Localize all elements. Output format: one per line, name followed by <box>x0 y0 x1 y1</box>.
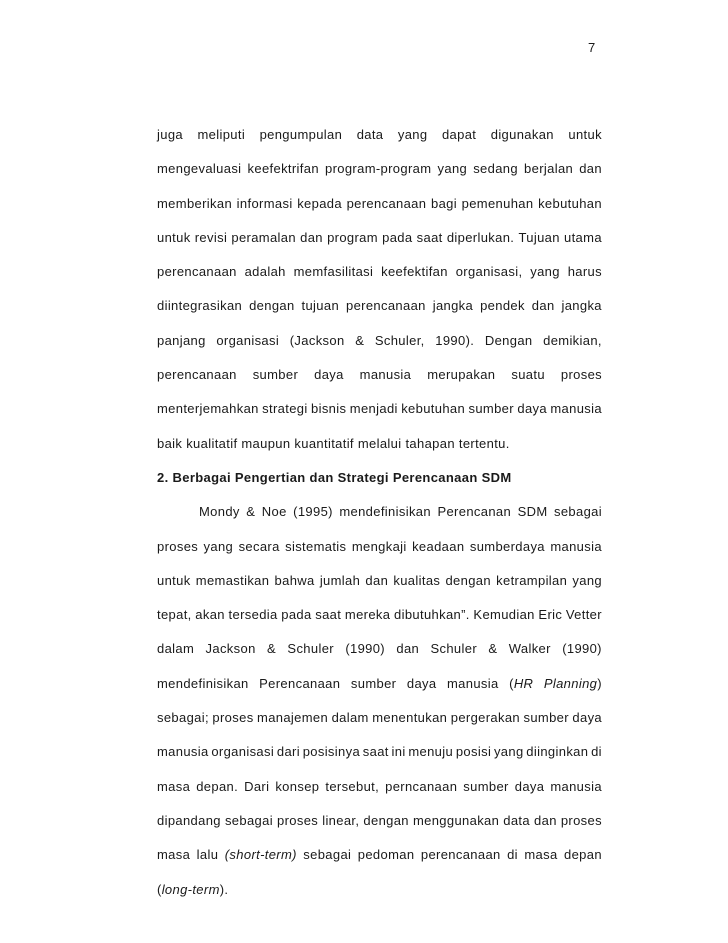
short-term-line <box>157 838 602 872</box>
word: depan. <box>196 778 239 794</box>
word: Dari <box>244 778 270 794</box>
word: bagi <box>430 195 457 211</box>
word: sebagai <box>224 812 273 828</box>
text-line <box>157 221 602 255</box>
word: proses <box>560 367 602 383</box>
word: strategi <box>262 401 308 417</box>
word: revisi <box>194 229 228 245</box>
word: dengan <box>363 812 409 828</box>
word: pedoman <box>357 847 415 863</box>
word: Eric <box>538 607 563 623</box>
word: dan <box>300 229 323 245</box>
word: sistematis <box>285 538 347 554</box>
word: tersedia <box>228 607 278 623</box>
word: demikian, <box>543 332 602 348</box>
word: masa <box>524 847 558 863</box>
text-line <box>157 735 602 769</box>
word: dan <box>579 161 602 177</box>
word: proses <box>157 538 199 554</box>
word: dan <box>534 812 557 828</box>
word: dibutuhkan”. <box>394 607 470 623</box>
word: daya <box>572 710 602 726</box>
word: jumlah <box>319 572 361 588</box>
word: sebagai; <box>157 710 209 726</box>
word: tepat, <box>157 607 192 623</box>
word: proses <box>560 812 602 828</box>
word: menggunakan <box>412 812 500 828</box>
word: keefektifan <box>381 264 448 280</box>
text-line <box>157 187 602 221</box>
word: sumber <box>463 778 509 794</box>
word: bisnis <box>311 401 347 417</box>
word: tujuan <box>301 298 340 314</box>
word: Vetter <box>565 607 602 623</box>
word: juga <box>157 127 183 142</box>
word: manusia <box>157 744 209 760</box>
word: Tujuan <box>518 229 560 245</box>
word: manusia <box>550 401 602 417</box>
word: kebutuhan <box>538 195 602 211</box>
word: masa <box>157 778 191 794</box>
word: dalam <box>331 710 369 726</box>
word: sumber <box>350 675 397 691</box>
word: utama <box>564 229 602 245</box>
word: diperlukan. <box>446 229 515 245</box>
word: yang <box>203 538 234 554</box>
word: pemenuhan <box>461 195 534 211</box>
word: daya <box>406 675 437 691</box>
word: (short-term) <box>224 847 297 863</box>
word: adalah <box>244 264 286 280</box>
word: perencanaan <box>157 264 237 280</box>
word: perencanaan <box>346 298 426 314</box>
word: dalam <box>157 641 195 657</box>
word: linear, <box>322 812 360 828</box>
word: 1990). <box>435 332 475 348</box>
word: untuk <box>568 127 602 142</box>
word: data <box>503 812 530 828</box>
word: dan <box>365 572 389 588</box>
word: manusia <box>550 778 602 794</box>
word: suatu <box>511 367 545 383</box>
word: peramalan <box>231 229 296 245</box>
word: manusia <box>359 367 412 383</box>
word: dan <box>531 298 555 314</box>
paragraph-1-last-line: baik kualitatif maupun kuantitatif melalui tahapan tertentu. <box>157 435 510 451</box>
word: (1990) <box>562 641 602 657</box>
word: yang <box>493 744 524 760</box>
word: diintegrasikan <box>157 298 243 314</box>
word: di <box>591 744 602 760</box>
word: daya <box>517 401 547 417</box>
word: program <box>327 229 378 245</box>
word: Perencanaan <box>259 675 341 691</box>
word: jangka <box>561 298 602 314</box>
hr-planning-line <box>157 667 602 701</box>
word: ini <box>391 744 406 760</box>
text-line <box>157 495 602 529</box>
paragraph-1 <box>157 118 602 427</box>
word: pendek <box>480 298 525 314</box>
word: mengevaluasi <box>157 161 242 177</box>
word: perncanaan <box>385 778 458 794</box>
word: daya <box>514 778 545 794</box>
word: program-program <box>325 161 432 177</box>
word: menjadi <box>349 401 398 417</box>
text-line <box>157 598 602 632</box>
word: tersebut, <box>325 778 380 794</box>
word: informasi <box>236 195 293 211</box>
word: pada <box>281 607 312 623</box>
word: depan <box>564 847 602 863</box>
word: mendefinisikan <box>157 675 249 691</box>
word: kebutuhan <box>401 401 466 417</box>
word: (HR <box>509 675 534 691</box>
word: merupakan <box>427 367 496 383</box>
word: mendefinisikan <box>339 504 431 520</box>
paragraph-2 <box>157 495 602 666</box>
word: posisinya <box>302 744 361 760</box>
word: (1995) <box>293 504 333 520</box>
word: & <box>355 332 365 348</box>
word: perencanaan <box>420 847 501 863</box>
word: yang <box>397 127 428 142</box>
word: (1990) <box>345 641 385 657</box>
text-line <box>157 701 602 735</box>
text-line <box>157 358 602 392</box>
word: organisasi, <box>455 264 523 280</box>
word: sumber <box>468 401 514 417</box>
word: sebagai <box>303 847 352 863</box>
word: menentukan <box>372 710 448 726</box>
word: yang <box>572 572 602 588</box>
text-line <box>157 255 602 289</box>
document-body <box>157 118 602 907</box>
word: manajemen <box>257 710 329 726</box>
word: Dengan <box>484 332 533 348</box>
word: lalu <box>196 847 219 863</box>
word: kepada <box>297 195 342 211</box>
word: dipandang <box>157 812 221 828</box>
long-term-open: ( <box>157 881 162 897</box>
section-heading: 2. Berbagai Pengertian dan Strategi Perencanaan SDM <box>157 469 512 485</box>
word: organisasi <box>216 332 280 348</box>
word: Jackson <box>205 641 256 657</box>
word: mereka <box>344 607 391 623</box>
word: sumber <box>252 367 299 383</box>
long-term-italic: long-term <box>161 881 220 897</box>
word: manusia <box>550 538 602 554</box>
word: bahwa <box>274 572 315 588</box>
word: dan <box>396 641 420 657</box>
word: perencanaan <box>346 195 427 211</box>
word: & <box>267 641 277 657</box>
word: proses <box>277 812 319 828</box>
word: menterjemahkan <box>157 401 259 417</box>
text-line <box>157 804 602 838</box>
word: Walker <box>508 641 551 657</box>
word: harus <box>567 264 602 280</box>
word: konsep <box>275 778 320 794</box>
text-line <box>157 289 602 323</box>
word: mengkaji <box>351 538 407 554</box>
word: jangka <box>432 298 474 314</box>
text-line <box>157 118 602 152</box>
word: kualitas <box>393 572 441 588</box>
text-line <box>157 392 602 426</box>
word: (Jackson <box>289 332 345 348</box>
word: diinginkan <box>526 744 589 760</box>
word: meliputi <box>197 127 246 142</box>
word: dapat <box>441 127 477 142</box>
word: dengan <box>445 572 491 588</box>
text-line <box>157 770 602 804</box>
word: untuk <box>157 572 191 588</box>
text-line <box>157 152 602 186</box>
word: saat <box>362 744 389 760</box>
text-line <box>157 530 602 564</box>
word: digunakan <box>490 127 554 142</box>
text-line <box>157 324 602 358</box>
word: panjang <box>157 332 206 348</box>
word: sumberdaya <box>469 538 545 554</box>
word: saat <box>315 607 342 623</box>
word: keefektrifan <box>247 161 319 177</box>
paragraph-2-continued <box>157 701 602 838</box>
word: Noe <box>261 504 287 520</box>
word: daya <box>314 367 344 383</box>
word: organisasi <box>211 744 275 760</box>
word: secara <box>238 538 280 554</box>
word: data <box>356 127 384 142</box>
word: Kemudian <box>473 607 535 623</box>
word: dari <box>276 744 300 760</box>
word: sumber <box>523 710 569 726</box>
text-line <box>157 632 602 666</box>
word: posisi <box>455 744 492 760</box>
word: memberikan <box>157 195 233 211</box>
word: Planning) <box>543 675 602 691</box>
word: SDM <box>517 504 548 520</box>
word: perencanaan <box>157 367 237 383</box>
word: pada <box>382 229 413 245</box>
word: ketrampilan <box>496 572 568 588</box>
word: memastikan <box>195 572 270 588</box>
word: pengumpulan <box>259 127 343 142</box>
word: dengan <box>249 298 295 314</box>
word: Perencanan <box>437 504 512 520</box>
word: Schuler <box>287 641 334 657</box>
word: di <box>507 847 518 863</box>
word: yang <box>437 161 468 177</box>
word: manusia <box>447 675 499 691</box>
page-number: 7 <box>588 40 596 55</box>
word: menuju <box>408 744 454 760</box>
long-term-close: ). <box>219 881 229 897</box>
word: yang <box>530 264 560 280</box>
word: akan <box>195 607 225 623</box>
long-term-line <box>157 873 602 907</box>
word: & <box>246 504 256 520</box>
word: memfasilitasi <box>293 264 374 280</box>
word: & <box>488 641 498 657</box>
word: untuk <box>157 229 191 245</box>
word: Mondy <box>199 504 240 520</box>
word: sebagai <box>554 504 602 520</box>
word: masa <box>157 847 191 863</box>
word: berjalan <box>524 161 574 177</box>
word: Schuler <box>430 641 477 657</box>
word: pergerakan <box>450 710 521 726</box>
text-line <box>157 564 602 598</box>
word: keadaan <box>412 538 465 554</box>
word: Schuler, <box>374 332 425 348</box>
word: saat <box>416 229 443 245</box>
word: proses <box>212 710 254 726</box>
word: sedang <box>473 161 518 177</box>
